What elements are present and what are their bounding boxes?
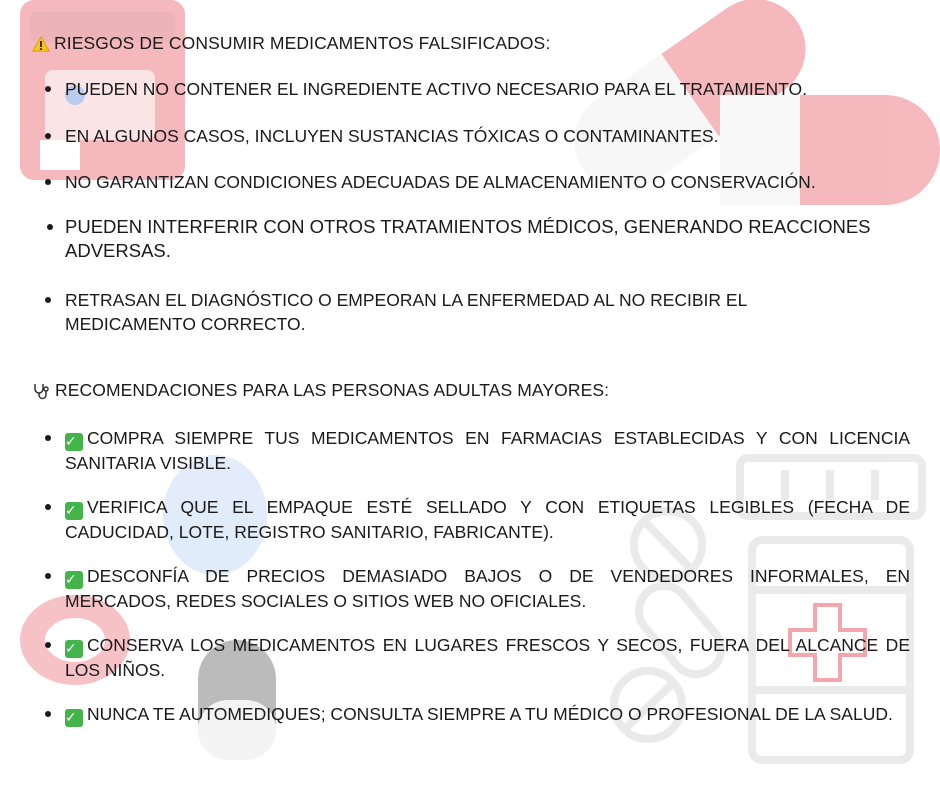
list-item: ✓ CONSERVA LOS MEDICAMENTOS EN LUGARES FRESCOS Y SECOS, FUERA DEL ALCANCE DE LOS NIÑOS. bbox=[65, 633, 910, 682]
bullet bbox=[45, 86, 51, 92]
bullet bbox=[45, 642, 51, 648]
bullet bbox=[45, 711, 51, 717]
bullet bbox=[45, 573, 51, 579]
bullet bbox=[45, 504, 51, 510]
bullet bbox=[45, 435, 51, 441]
check-mark-icon: ✓ bbox=[65, 433, 83, 451]
list-item: ✓ DESCONFÍA DE PRECIOS DEMASIADO BAJOS O DE VENDEDORES INFORMALES, EN MERCADOS, REDES SOCIALES O SITIOS WEB NO OFICIALES. bbox=[65, 564, 910, 613]
list-item: RETRASAN EL DIAGNÓSTICO O EMPEORAN LA ENFERMEDAD AL NO RECIBIR EL MEDICAMENTO CORRECTO. bbox=[65, 288, 795, 336]
bullet bbox=[45, 179, 51, 185]
risks-title: RIESGOS DE CONSUMIR MEDICAMENTOS FALSIFICADOS: bbox=[54, 33, 551, 53]
recommendations-title: RECOMENDACIONES PARA LAS PERSONAS ADULTAS MAYORES: bbox=[55, 380, 610, 400]
recommendations-heading bbox=[32, 380, 609, 401]
check-mark-icon: ✓ bbox=[65, 640, 83, 658]
list-item: NO GARANTIZAN CONDICIONES ADECUADAS DE ALMACENAMIENTO O CONSERVACIÓN. bbox=[65, 170, 910, 194]
check-mark-icon: ✓ bbox=[65, 502, 83, 520]
list-item: PUEDEN NO CONTENER EL INGREDIENTE ACTIVO NECESARIO PARA EL TRATAMIENTO. bbox=[65, 77, 910, 101]
bullet bbox=[45, 297, 51, 303]
stethoscope-icon bbox=[32, 382, 52, 400]
bullet bbox=[45, 133, 51, 139]
check-mark-icon: ✓ bbox=[65, 709, 83, 727]
risks-heading bbox=[32, 33, 550, 54]
list-item: PUEDEN INTERFERIR CON OTROS TRATAMIENTOS MÉDICOS, GENERANDO REACCIONES ADVERSAS. bbox=[65, 215, 905, 263]
list-item: ✓ VERIFICA QUE EL EMPAQUE ESTÉ SELLADO Y CON ETIQUETAS LEGIBLES (FECHA DE CADUCIDAD, LOTE, REGISTRO SANITARIO, FABRICANTE). bbox=[65, 495, 910, 544]
list-item: ✓ NUNCA TE AUTOMEDIQUES; CONSULTA SIEMPRE A TU MÉDICO O PROFESIONAL DE LA SALUD. bbox=[65, 702, 910, 727]
warning-icon bbox=[32, 36, 50, 52]
list-item: EN ALGUNOS CASOS, INCLUYEN SUSTANCIAS TÓXICAS O CONTAMINANTES. bbox=[65, 124, 910, 148]
check-mark-icon: ✓ bbox=[65, 571, 83, 589]
list-item: ✓ COMPRA SIEMPRE TUS MEDICAMENTOS EN FARMACIAS ESTABLECIDAS Y CON LICENCIA SANITARIA VISIBLE. bbox=[65, 426, 910, 475]
bullet bbox=[47, 224, 53, 230]
